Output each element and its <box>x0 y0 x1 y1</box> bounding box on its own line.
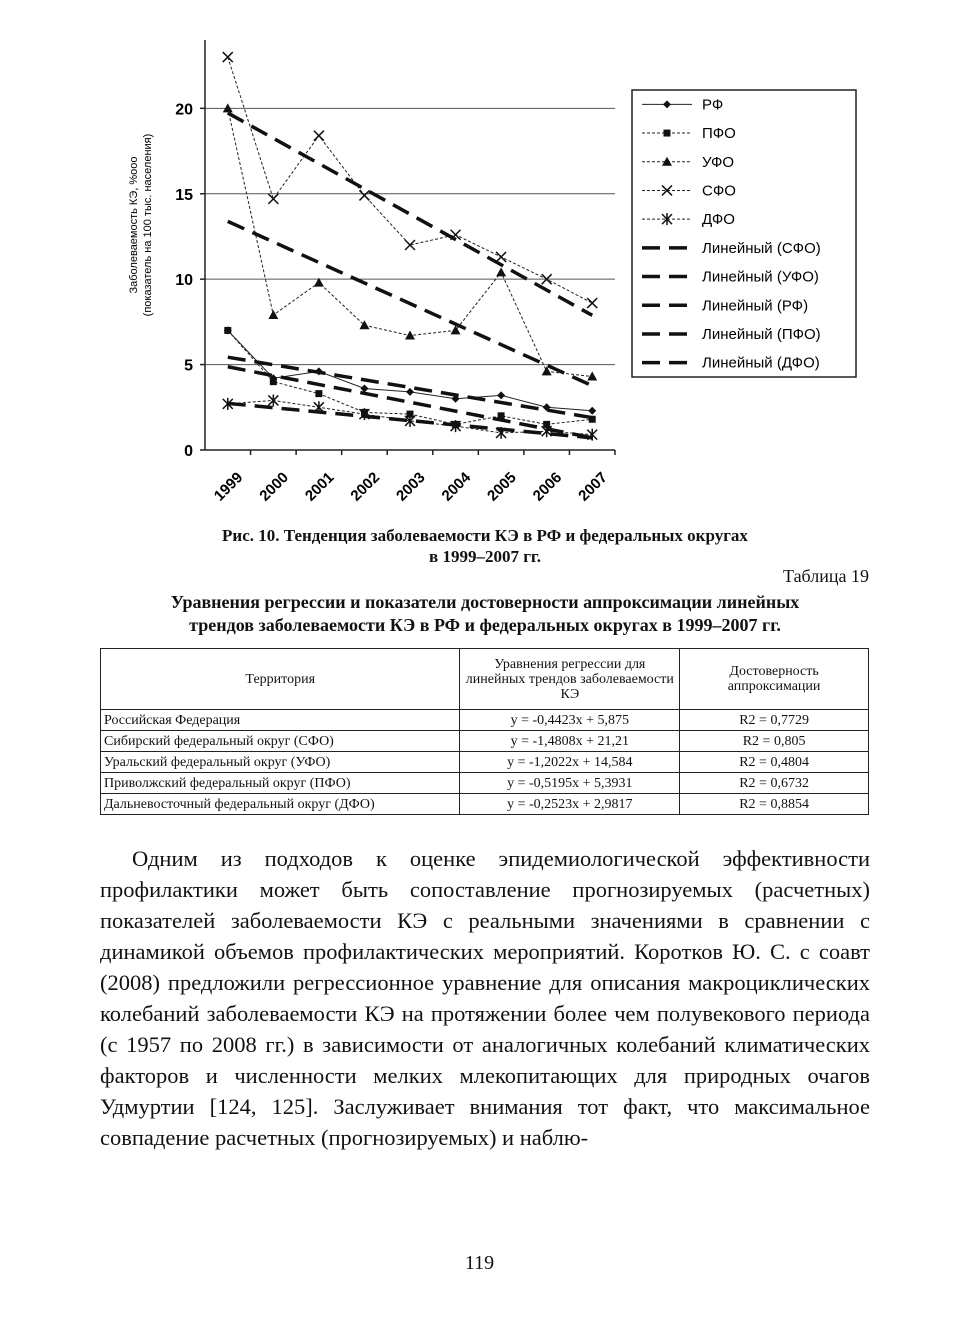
incidence-line-chart <box>100 30 880 520</box>
y-tick-label: 20 <box>175 101 193 119</box>
y-axis-label-line2: (показатель на 100 тыс. населения) <box>142 133 154 317</box>
cell-r2: R2 = 0,805 <box>680 731 869 752</box>
series-line <box>228 57 592 303</box>
legend-label: УФО <box>702 153 735 171</box>
data-point <box>268 310 278 319</box>
y-axis-label-line1: Заболеваемость КЭ, %ооо <box>128 156 140 294</box>
body-paragraph: Одним из подходов к оценке эпидемиологической эффективности профилактики может быть сопоставление прогнозируемых (расчетных) показателей заболеваемости КЭ с реальными значениями в сравнении с динамикой объемов профилактических мероприятий. Коротков Ю. С. с соавт (2008) предложили регрессионное уравнение для описания макроциклических колебаний заболеваемости КЭ на протяжении более чем полувекового периода (с 1957 по 2008 гг.) в зависимости от аналогичных колебаний климатических факторов и численности мелких млекопитающих для природных очагов Удмуртии [124, 125]. Заслуживает внимания тот факт, что максимальное совпадение расчетных (прогнозируемых) и наблю- <box>100 846 870 1150</box>
cell-territory: Дальневосточный федеральный округ (ДФО) <box>101 794 460 815</box>
y-tick-label: 0 <box>184 443 193 460</box>
data-point <box>223 52 233 62</box>
legend-marker <box>664 130 671 137</box>
header-r2: Достоверность аппроксимации <box>680 649 869 710</box>
figure-caption <box>90 525 880 567</box>
table-header-row <box>101 649 869 710</box>
body-text <box>100 843 870 1153</box>
x-tick-label: 2000 <box>256 469 292 505</box>
data-point <box>406 388 414 396</box>
cell-equation: y = -1,2022x + 14,584 <box>460 752 680 773</box>
figure-chart <box>100 30 880 520</box>
table-row <box>101 710 869 731</box>
legend-label: Линейный (ПФО) <box>702 325 821 343</box>
x-tick-label: 1999 <box>210 469 247 505</box>
regression-table <box>100 648 869 815</box>
cell-r2: R2 = 0,8854 <box>680 794 869 815</box>
data-point <box>224 327 231 334</box>
data-point <box>496 267 506 276</box>
legend-label: Линейный (РФ) <box>702 297 809 315</box>
figure-caption-line2: в 1999–2007 гг. <box>429 547 541 566</box>
data-point <box>497 391 505 399</box>
table-label: Таблица 19 <box>783 566 869 586</box>
x-tick-label: 2003 <box>393 469 429 505</box>
legend-label: СФО <box>702 182 736 200</box>
trend-line <box>228 113 592 315</box>
table-title-line2: трендов заболеваемости КЭ в РФ и федеральных округах в 1999–2007 гг. <box>189 615 781 635</box>
cell-equation: y = -1,4808x + 21,21 <box>460 731 680 752</box>
legend-label: РФ <box>702 96 724 114</box>
legend-label: Линейный (ДФО) <box>702 354 820 372</box>
data-point <box>496 252 506 262</box>
data-point <box>588 407 596 415</box>
legend-label: ДФО <box>702 211 735 229</box>
legend-label: Линейный (СФО) <box>702 239 821 257</box>
cell-territory: Российская Федерация <box>101 710 460 731</box>
x-tick-label: 2007 <box>575 469 611 505</box>
table-row <box>101 773 869 794</box>
trend-line <box>228 367 592 438</box>
data-point <box>359 190 369 200</box>
cell-territory: Приволжский федеральный округ (ПФО) <box>101 773 460 794</box>
x-tick-label: 2006 <box>529 469 566 505</box>
cell-equation: y = -0,4423x + 5,875 <box>460 710 680 731</box>
legend-label: ПФО <box>702 125 736 143</box>
y-tick-label: 10 <box>175 272 193 290</box>
figure-caption-line1: Рис. 10. Тенденция заболеваемости КЭ в РФ и федеральных округах <box>222 526 748 545</box>
cell-r2: R2 = 0,7729 <box>680 710 869 731</box>
legend-label: Линейный (УФО) <box>702 268 819 286</box>
data-point <box>315 390 322 397</box>
table-row <box>101 794 869 815</box>
series-line <box>228 330 592 410</box>
cell-r2: R2 = 0,6732 <box>680 773 869 794</box>
cell-territory: Сибирский федеральный округ (СФО) <box>101 731 460 752</box>
table-title <box>90 591 880 637</box>
table-title-line1: Уравнения регрессии и показатели достоверности аппроксимации линейных <box>170 592 800 612</box>
x-tick-label: 2002 <box>347 469 384 505</box>
cell-r2: R2 = 0,4804 <box>680 752 869 773</box>
data-point <box>270 378 277 385</box>
data-point <box>268 194 278 204</box>
cell-equation: y = -0,5195x + 5,3931 <box>460 773 680 794</box>
header-equation: Уравнения регрессии для линейных трендов заболеваемости КЭ <box>460 649 680 710</box>
y-tick-label: 5 <box>184 357 193 375</box>
x-tick-label: 2005 <box>484 469 520 505</box>
header-territory: Территория <box>101 649 460 710</box>
cell-territory: Уральский федеральный округ (УФО) <box>101 752 460 773</box>
data-point <box>405 240 415 250</box>
y-tick-label: 15 <box>175 186 193 204</box>
x-tick-label: 2001 <box>301 469 338 505</box>
table-row <box>101 731 869 752</box>
x-tick-label: 2004 <box>438 469 475 505</box>
data-point <box>314 131 324 141</box>
data-point <box>359 320 369 329</box>
cell-equation: y = -0,2523x + 2,9817 <box>460 794 680 815</box>
data-point <box>587 298 597 308</box>
table-row <box>101 752 869 773</box>
page-number: 119 <box>464 1252 495 1274</box>
